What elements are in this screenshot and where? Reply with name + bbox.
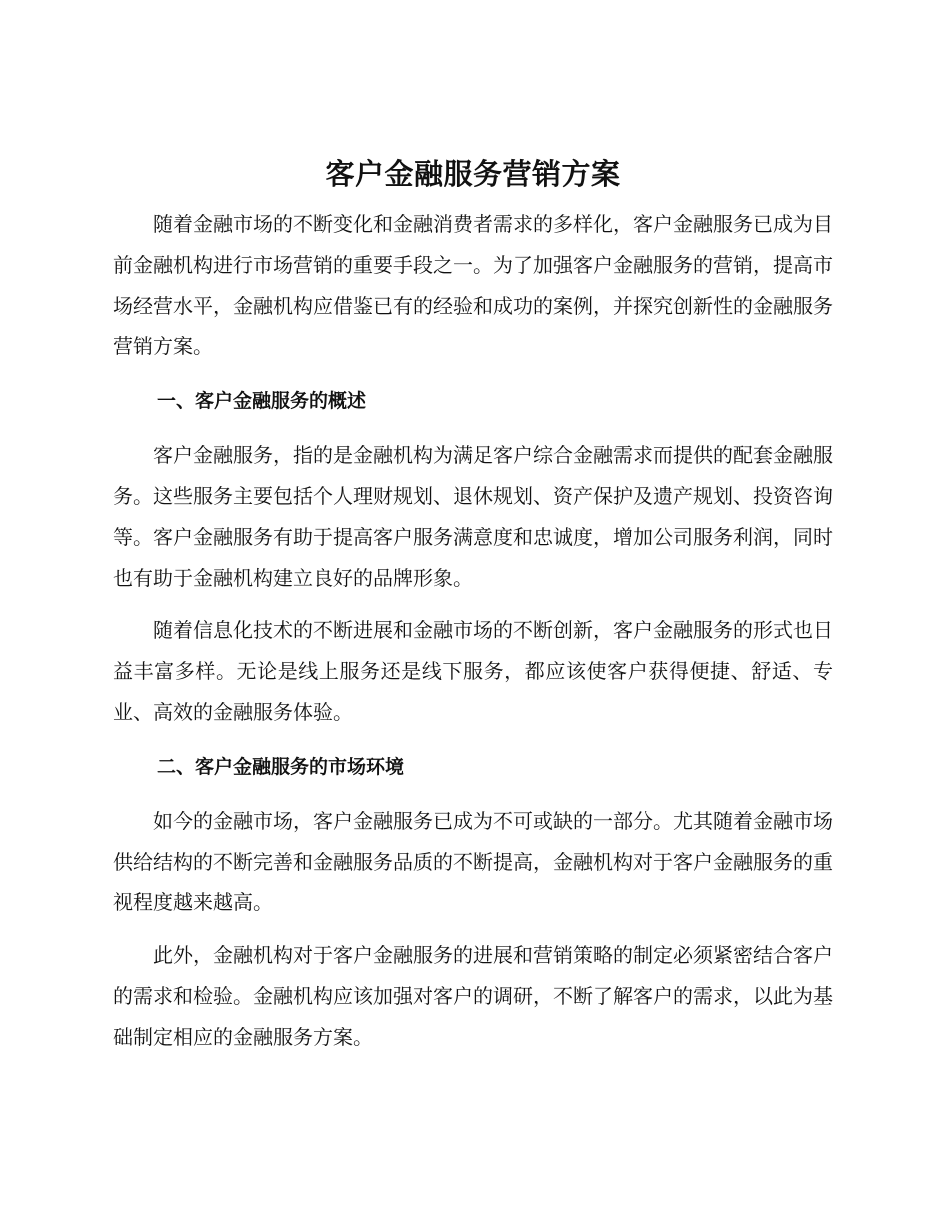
section-1-heading: 一、客户金融服务的概述 bbox=[157, 390, 367, 413]
section-2-paragraph-2: 此外，金融机构对于客户金融服务的进展和营销策略的制定必须紧密结合客户的需求和检验。金融机构应该加强对客户的调研，不断了解客户的需求，以此为基础制定相应的金融服务方案。 bbox=[113, 943, 833, 1049]
section-2-paragraph-1: 如今的金融市场，客户金融服务已成为不可或缺的一部分。尤其随着金融市场供给结构的不断完善和金融服务品质的不断提高，金融机构对于客户金融服务的重视程度越来越高。 bbox=[113, 808, 833, 915]
section-1-paragraph-1: 客户金融服务，指的是金融机构为满足客户综合金融需求而提供的配套金融服务。这些服务主要包括个人理财规划、退休规划、资产保护及遗产规划、投资咨询等。客户金融服务有助于提高客户服务满意度和忠诚度，增加公司服务利润，同时也有助于金融机构建立良好的品牌形象。 bbox=[113, 443, 833, 590]
section-2-heading: 二、客户金融服务的市场环境 bbox=[157, 755, 405, 778]
document-body bbox=[113, 146, 833, 1058]
section-1-paragraph-2: 随着信息化技术的不断进展和金融市场的不断创新，客户金融服务的形式也日益丰富多样。无论是线上服务还是线下服务，都应该使客户获得便捷、舒适、专业、高效的金融服务体验。 bbox=[113, 618, 833, 724]
document-title: 客户金融服务营销方案 bbox=[325, 157, 621, 191]
intro-paragraph: 随着金融市场的不断变化和金融消费者需求的多样化，客户金融服务已成为目前金融机构进行市场营销的重要手段之一。为了加强客户金融服务的营销，提高市场经营水平，金融机构应借鉴已有的经验和成功的案例，并探究创新性的金融服务营销方案。 bbox=[113, 212, 833, 359]
